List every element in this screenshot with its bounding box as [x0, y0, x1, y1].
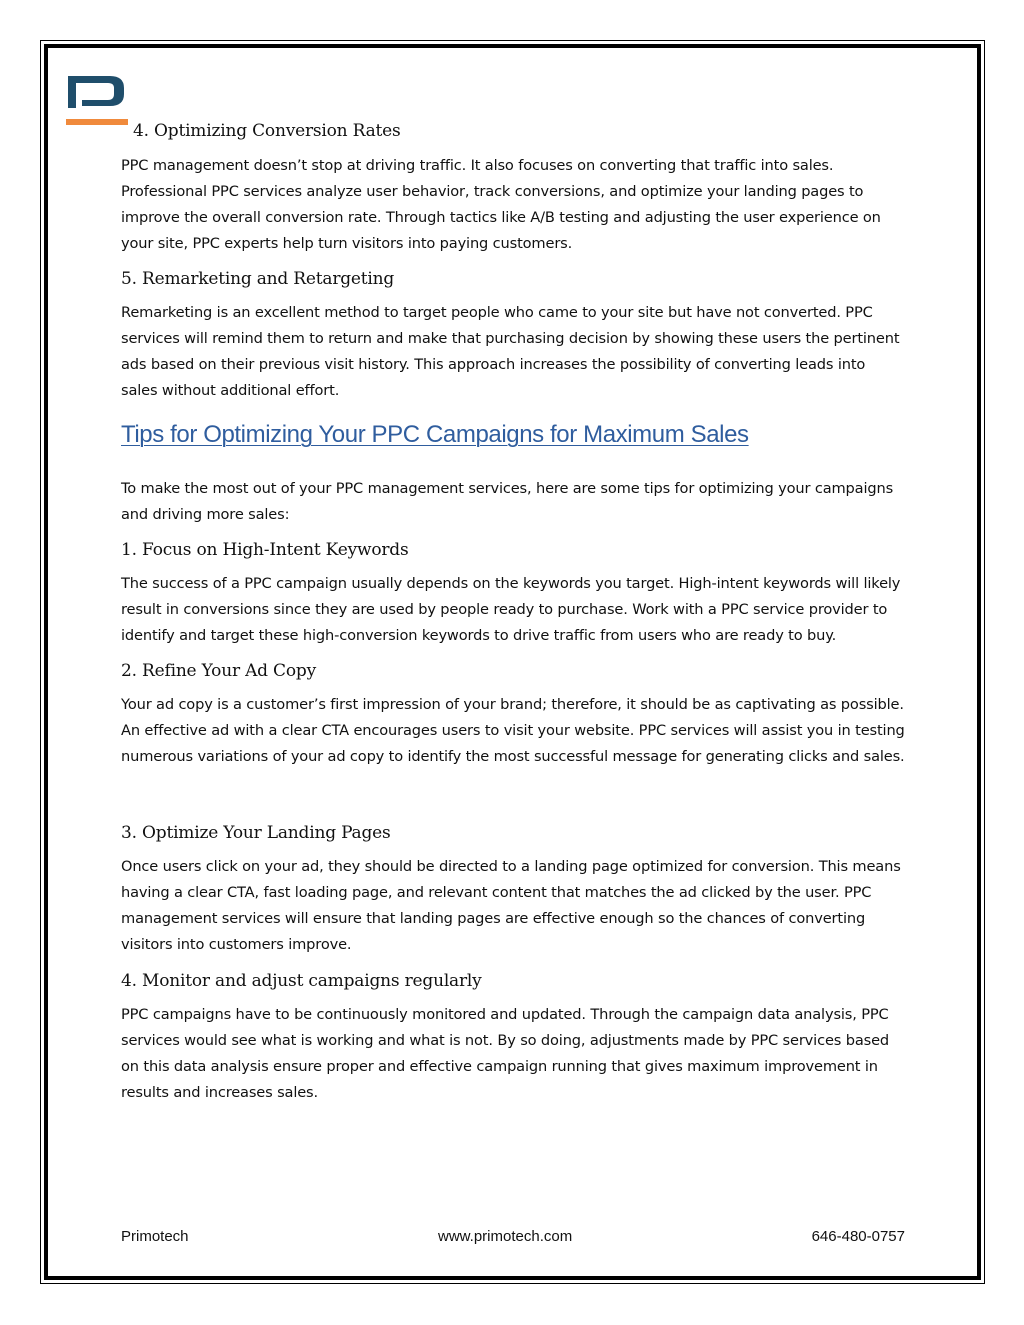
tip-paragraph: The success of a PPC campaign usually depends on the keywords you target. High-intent keywords will likely result in conversions since they are used by people ready to purchase. Work with a PPC service provider to identify and target these high-conversion keywords to drive traffic from users who are ready to buy.: [121, 575, 901, 644]
footer-company: Primotech: [121, 1228, 189, 1245]
footer-phone: 646-480-0757: [811, 1228, 905, 1245]
tip-heading: 3. Optimize Your Landing Pages: [121, 823, 391, 843]
section-heading: 4. Optimizing Conversion Rates: [133, 121, 401, 141]
section-heading: 5. Remarketing and Retargeting: [121, 269, 395, 289]
page-footer: [121, 1228, 905, 1248]
section-paragraph: Remarketing is an excellent method to target people who came to your site but have not converted. PPC services will remind them to return and make that purchasing decision by showing these users the pertinent ads based on their previous visit history. This approach increases the possibility of converting leads into sales without additional effort.: [121, 304, 900, 399]
tip-heading: 2. Refine Your Ad Copy: [121, 661, 316, 681]
tip-paragraph: Once users click on your ad, they should be directed to a landing page optimized for conversion. This means having a clear CTA, fast loading page, and relevant content that matches the ad clicked by the user. PPC management services will ensure that landing pages are effective enough so the chances of converting visitors into customers improve.: [121, 858, 901, 953]
tip-heading: 1. Focus on High-Intent Keywords: [121, 540, 409, 560]
tip-paragraph: Your ad copy is a customer’s first impression of your brand; therefore, it should be as captivating as possible. An effective ad with a clear CTA encourages users to visit your website. PPC services will assist you in testing numerous variations of your ad copy to identify the most successful message for generating clicks and sales.: [121, 696, 905, 765]
section-paragraph: PPC management doesn’t stop at driving traffic. It also focuses on converting that traffic into sales. Professional PPC services analyze user behavior, track conversions, and optimize your landing pages to improve the overall conversion rate. Through tactics like A/B testing and adjusting the user experience on your site, PPC experts help turn visitors into paying customers.: [121, 157, 881, 252]
tip-heading: 4. Monitor and adjust campaigns regularly: [121, 971, 482, 991]
intro-paragraph: To make the most out of your PPC management services, here are some tips for optimizing your campaigns and driving more sales:: [121, 480, 894, 523]
tip-paragraph: PPC campaigns have to be continuously monitored and updated. Through the campaign data analysis, PPC services would see what is working and what is not. By so doing, adjustments made by PPC services based on this data analysis ensure proper and effective campaign running that gives maximum improvement in results and increases sales.: [121, 1006, 890, 1101]
document-body: [121, 120, 906, 1106]
footer-website: www.primotech.com: [438, 1228, 573, 1245]
primotech-logo: [66, 70, 128, 128]
main-heading: Tips for Optimizing Your PPC Campaigns for Maximum Sales: [121, 421, 749, 448]
